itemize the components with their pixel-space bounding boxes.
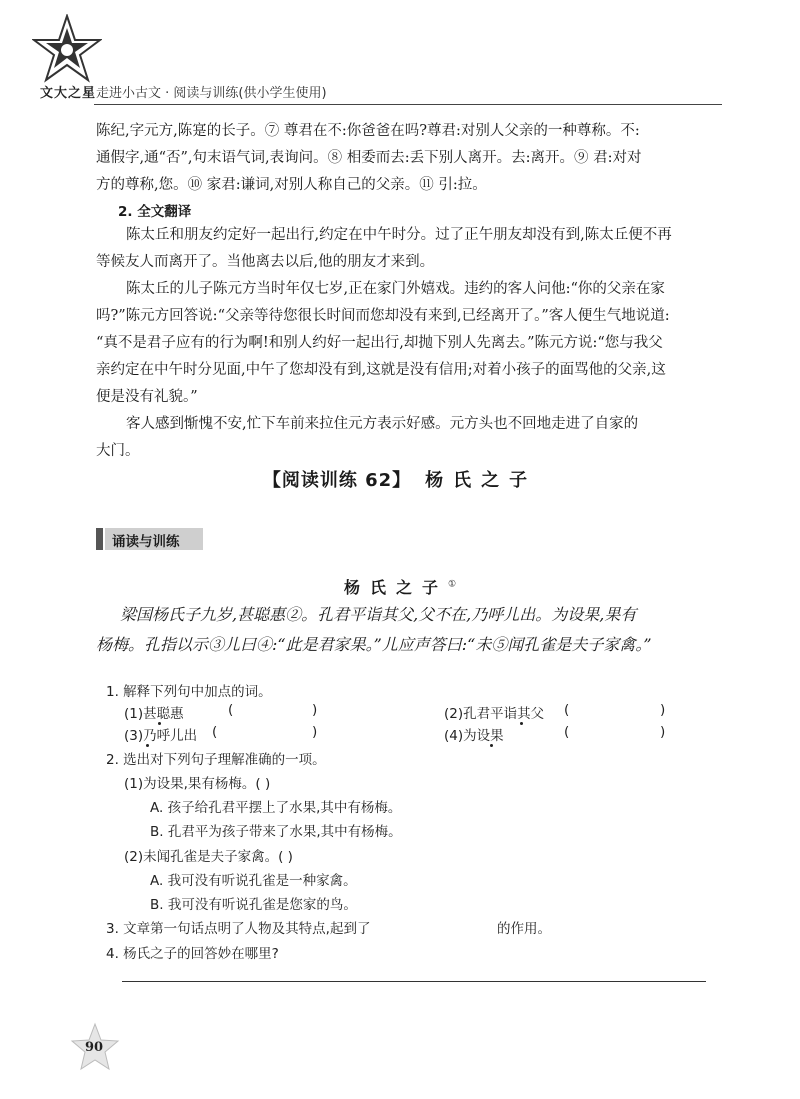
- section-title: [0, 466, 800, 492]
- translation-heading: 2. 全文翻译: [118, 204, 192, 220]
- q1-item-1-close: ): [312, 702, 318, 718]
- story-line-2: 杨梅。孔指以示③儿曰④:“此是君家果。”儿应声答曰:“未⑤闻孔雀是夫子家禽。”: [96, 635, 652, 654]
- notes-line-2: 通假字,通“否”,句末语气词,表询问。⑧ 相委而去:丢下别人离开。去:离开。⑨ 君:对对: [96, 150, 642, 166]
- header-divider: [94, 104, 722, 105]
- section-name: 杨氏之子: [425, 470, 538, 491]
- translation-p2-line3: “真不是君子应有的行为啊!和别人约好一起出行,却抛下别人先离去。”陈元方说:“您与我父: [96, 335, 663, 351]
- emphasis-dot: [490, 744, 493, 747]
- translation-p2-line2: 吗?”陈元方回答说:“父亲等待您很长时间而您却没有来到,已经离开了。”客人便生气地说道:: [96, 308, 670, 324]
- translation-p1-line1: 陈太丘和朋友约定好一起出行,约定在中午时分。过了正午朋友却没有到,陈太丘便不再: [126, 227, 672, 243]
- translation-p3-line1: 客人感到惭愧不安,忙下车前来拉住元方表示好感。元方头也不回地走进了自家的: [126, 416, 639, 432]
- answer-line: [122, 981, 706, 982]
- page-number: 90: [85, 1040, 104, 1055]
- tag-accent-bar: [96, 528, 103, 550]
- q2-sub-2-option-b: B. 我可没有听说孔雀是您家的鸟。: [150, 897, 357, 913]
- story-title-text: 杨氏之子: [343, 578, 448, 597]
- q1-item-3: (3)乃呼儿出: [124, 728, 198, 744]
- tag-label: 诵读与训练: [112, 534, 180, 550]
- q1-item-4-close: ): [660, 724, 666, 740]
- q1-item-3-close: ): [312, 724, 318, 740]
- q1-item-3-open: (: [212, 724, 218, 740]
- q1-item-2-open: (: [564, 702, 570, 718]
- story-title-note: ①: [447, 579, 457, 590]
- section-label: 【阅读训练 62】: [262, 470, 412, 491]
- question-3-part-1: 3. 文章第一句话点明了人物及其特点,起到了: [106, 921, 371, 937]
- translation-p3-line2: 大门。: [96, 443, 140, 459]
- emphasis-dot: [146, 744, 149, 747]
- q2-sub-1-option-b: B. 孔君平为孩子带来了水果,其中有杨梅。: [150, 824, 402, 840]
- notes-line-3: 方的尊称,您。⑩ 家君:谦词,对别人称自己的父亲。⑪ 引:拉。: [96, 177, 487, 193]
- q2-sub-2-option-a: A. 我可没有听说孔雀是一种家禽。: [150, 873, 357, 889]
- q1-item-2: (2)孔君平诣其父: [444, 706, 545, 722]
- q1-item-4: (4)为设果: [444, 728, 504, 744]
- recite-train-tag: [96, 528, 204, 550]
- question-2: 2. 选出对下列句子理解准确的一项。: [106, 752, 326, 768]
- star-logo-icon: [32, 14, 102, 84]
- q1-item-1-open: (: [228, 702, 234, 718]
- q1-item-1: (1)甚聪惠: [124, 706, 184, 722]
- question-1: 1. 解释下列句中加点的词。: [106, 684, 272, 700]
- translation-p2-line4: 亲约定在中午时分见面,中午了您却没有到,这就是没有信用;对着小孩子的面骂他的父亲,这: [96, 362, 666, 378]
- question-3-part-2: 的作用。: [497, 921, 551, 937]
- q1-item-4-open: (: [564, 724, 570, 740]
- translation-p2-line5: 便是没有礼貌。”: [96, 389, 198, 405]
- story-line-1: 梁国杨氏子九岁,甚聪惠②。孔君平诣其父,父不在,乃呼儿出。为设果,果有: [120, 605, 637, 624]
- brand-logo-text: 文大之星: [40, 86, 97, 101]
- q2-sub-1-option-a: A. 孩子给孔君平摆上了水果,其中有杨梅。: [150, 800, 402, 816]
- q2-sub-2: (2)未闻孔雀是夫子家禽。( ): [124, 849, 293, 865]
- translation-p1-line2: 等候友人而离开了。当他离去以后,他的朋友才来到。: [96, 254, 435, 270]
- page-header: [14, 14, 774, 100]
- q1-item-2-close: ): [660, 702, 666, 718]
- book-title: 走进小古文 · 阅读与训练(供小学生使用): [96, 86, 327, 101]
- question-4: 4. 杨氏之子的回答妙在哪里?: [106, 946, 279, 962]
- story-title: [0, 575, 800, 598]
- emphasis-dot: [520, 722, 523, 725]
- emphasis-dot: [158, 722, 161, 725]
- q2-sub-1: (1)为设果,果有杨梅。( ): [124, 776, 271, 792]
- translation-p2-line1: 陈太丘的儿子陈元方当时年仅七岁,正在家门外嬉戏。违约的客人问他:“你的父亲在家: [126, 281, 665, 297]
- notes-line-1: 陈纪,字元方,陈寔的长子。⑦ 尊君在不:你爸爸在吗?尊君:对别人父亲的一种尊称。不:: [96, 123, 640, 139]
